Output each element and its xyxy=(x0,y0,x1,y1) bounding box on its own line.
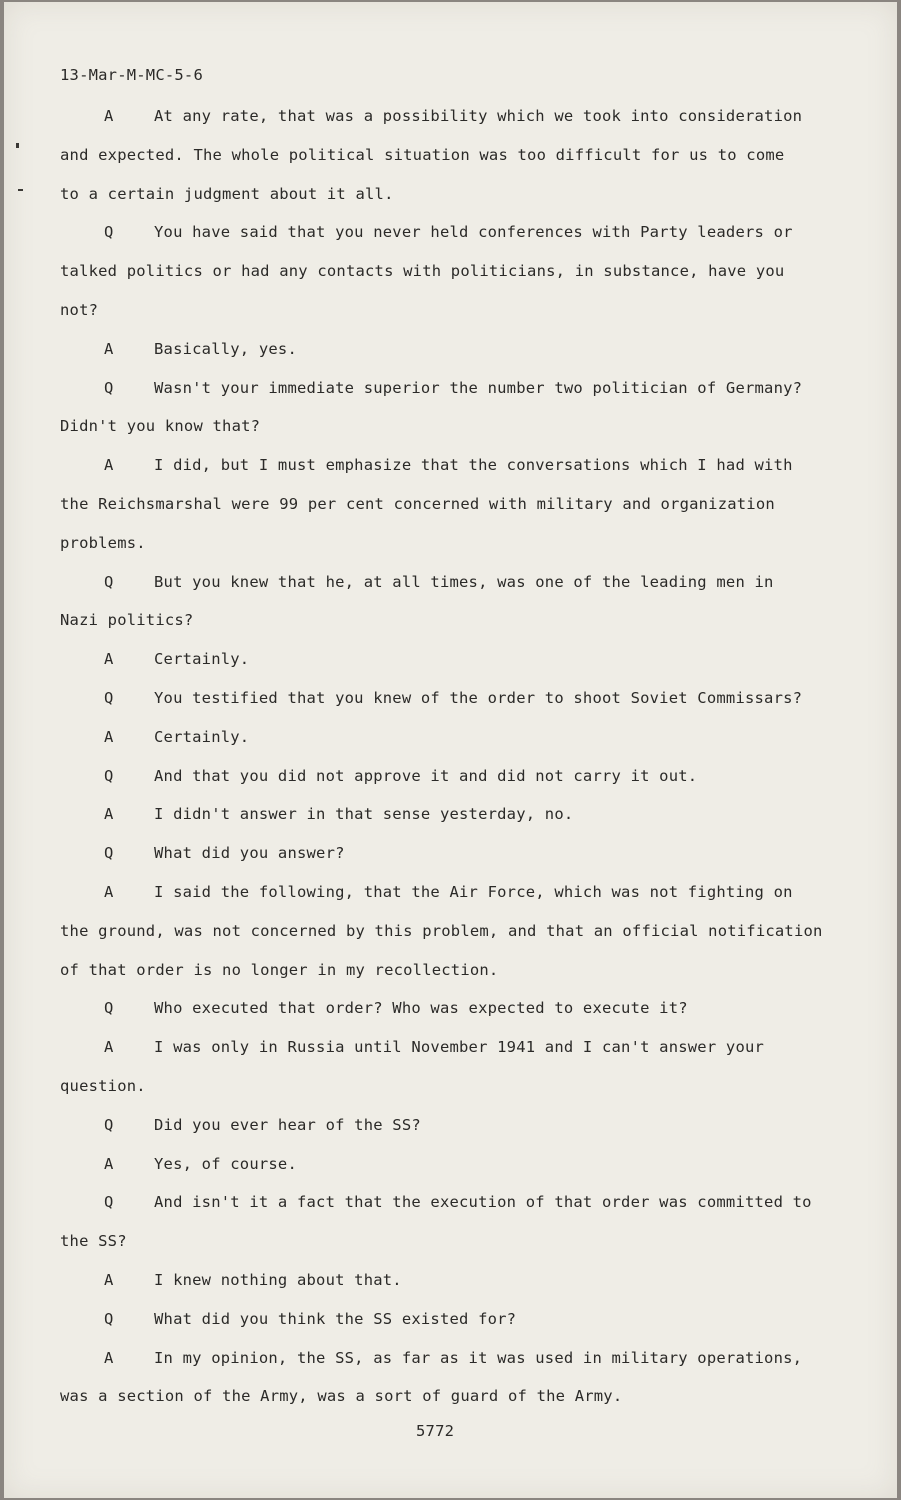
line-text: problems. xyxy=(60,533,146,552)
speaker-label: A xyxy=(104,727,114,746)
line-text: I said the following, that the Air Force, which was not fighting on xyxy=(154,883,793,901)
line-text: But you knew that he, at all times, was one of the leading men in xyxy=(154,572,774,591)
transcript-line xyxy=(60,608,193,632)
line-text: You testified that you knew of the order to shoot Soviet Commissars? xyxy=(154,689,803,707)
speaker-label: A xyxy=(104,456,114,475)
transcript-line xyxy=(60,298,98,322)
page-header: 13-Mar-M-MC-5-6 xyxy=(60,66,203,84)
speaker-label: Q xyxy=(104,689,114,707)
speaker-label: Q xyxy=(104,378,114,397)
transcript-line xyxy=(60,686,802,710)
line-text: of that order is no longer in my recollection. xyxy=(60,960,499,979)
line-text: was a section of the Army, was a sort of guard of the Army. xyxy=(60,1387,623,1406)
transcript-line xyxy=(60,1152,297,1176)
transcript-line xyxy=(60,725,249,749)
line-text: I knew nothing about that. xyxy=(154,1271,402,1289)
speaker-label: A xyxy=(104,1271,114,1289)
transcript-line xyxy=(60,919,823,943)
transcript-line xyxy=(60,259,784,283)
line-text: Did you ever hear of the SS? xyxy=(154,1115,421,1134)
transcript-line xyxy=(60,570,774,594)
transcript-line xyxy=(60,182,394,206)
speaker-label: A xyxy=(104,1348,114,1367)
transcript-line xyxy=(60,1268,402,1292)
speaker-label: Q xyxy=(104,1115,114,1134)
transcript-line xyxy=(60,841,345,865)
line-text: Certainly. xyxy=(154,727,250,746)
speaker-label: Q xyxy=(104,223,114,242)
transcript-line xyxy=(60,764,697,788)
speaker-label: Q xyxy=(104,766,114,785)
transcript-line xyxy=(60,647,249,671)
transcript-line xyxy=(60,802,573,826)
transcript-line xyxy=(60,337,297,361)
transcript-line xyxy=(60,220,793,244)
line-text: I didn't answer in that sense yesterday, no. xyxy=(154,805,574,824)
transcript-line xyxy=(60,1384,622,1408)
speaker-label: A xyxy=(104,107,114,125)
line-text: and expected. The whole political situation was too difficult for us to come xyxy=(60,145,785,164)
line-text: And that you did not approve it and did not carry it out. xyxy=(154,766,698,785)
speaker-label: A xyxy=(104,339,114,358)
line-text: Basically, yes. xyxy=(154,339,297,358)
speaker-label: Q xyxy=(104,1309,114,1328)
transcript-line xyxy=(60,1229,127,1253)
line-text: question. xyxy=(60,1077,146,1095)
line-text: to a certain judgment about it all. xyxy=(60,184,394,203)
line-text: the ground, was not concerned by this problem, and that an official notification xyxy=(60,921,823,940)
transcript-line xyxy=(60,376,802,400)
transcript-line xyxy=(60,1074,146,1098)
line-text: Who executed that order? Who was expected to execute it? xyxy=(154,999,688,1018)
typed-page xyxy=(4,2,897,1498)
line-text: Didn't you know that? xyxy=(60,417,261,436)
transcript-line xyxy=(60,492,775,516)
line-text: And isn't it a fact that the execution of that order was committed to xyxy=(154,1193,812,1212)
line-text: What did you think the SS existed for? xyxy=(154,1309,517,1328)
line-text: Certainly. xyxy=(154,650,250,669)
speaker-label: A xyxy=(104,650,114,669)
transcript-line xyxy=(60,104,802,128)
speaker-label: Q xyxy=(104,572,114,591)
transcript-line xyxy=(60,1307,516,1331)
line-text: I was only in Russia until November 1941 and I can't answer your xyxy=(154,1038,765,1057)
margin-mark xyxy=(16,143,19,148)
line-text: Wasn't your immediate superior the number two politician of Germany? xyxy=(154,378,803,397)
line-text: At any rate, that was a possibility which we took into consideration xyxy=(154,107,803,125)
transcript-line xyxy=(60,1035,764,1059)
speaker-label: Q xyxy=(104,844,114,863)
line-text: In my opinion, the SS, as far as it was used in military operations, xyxy=(154,1348,803,1367)
transcript-line xyxy=(60,1190,812,1214)
speaker-label: Q xyxy=(104,1193,114,1212)
speaker-label: A xyxy=(104,1154,114,1173)
margin-mark xyxy=(18,189,23,191)
line-text: not? xyxy=(60,301,99,319)
transcript-line xyxy=(60,143,784,167)
line-text: You have said that you never held conferences with Party leaders or xyxy=(154,223,793,242)
line-text: talked politics or had any contacts with politicians, in substance, have you xyxy=(60,262,785,281)
transcript-line xyxy=(60,880,793,904)
transcript-line xyxy=(60,996,688,1020)
line-text: Nazi politics? xyxy=(60,611,194,630)
transcript-line xyxy=(60,958,498,982)
speaker-label: A xyxy=(104,805,114,824)
line-text: What did you answer? xyxy=(154,844,345,863)
speaker-label: A xyxy=(104,1038,114,1057)
transcript-line xyxy=(60,453,793,477)
line-text: Yes, of course. xyxy=(154,1154,297,1173)
transcript-line xyxy=(60,1346,802,1370)
transcript-line xyxy=(60,1113,421,1137)
line-text: I did, but I must emphasize that the conversations which I had with xyxy=(154,456,793,475)
line-text: the Reichsmarshal were 99 per cent concerned with military and organization xyxy=(60,495,775,513)
transcript-line xyxy=(60,414,260,438)
speaker-label: Q xyxy=(104,999,114,1018)
speaker-label: A xyxy=(104,883,114,901)
page-number: 5772 xyxy=(416,1422,455,1440)
line-text: the SS? xyxy=(60,1232,127,1251)
transcript-line xyxy=(60,531,146,555)
